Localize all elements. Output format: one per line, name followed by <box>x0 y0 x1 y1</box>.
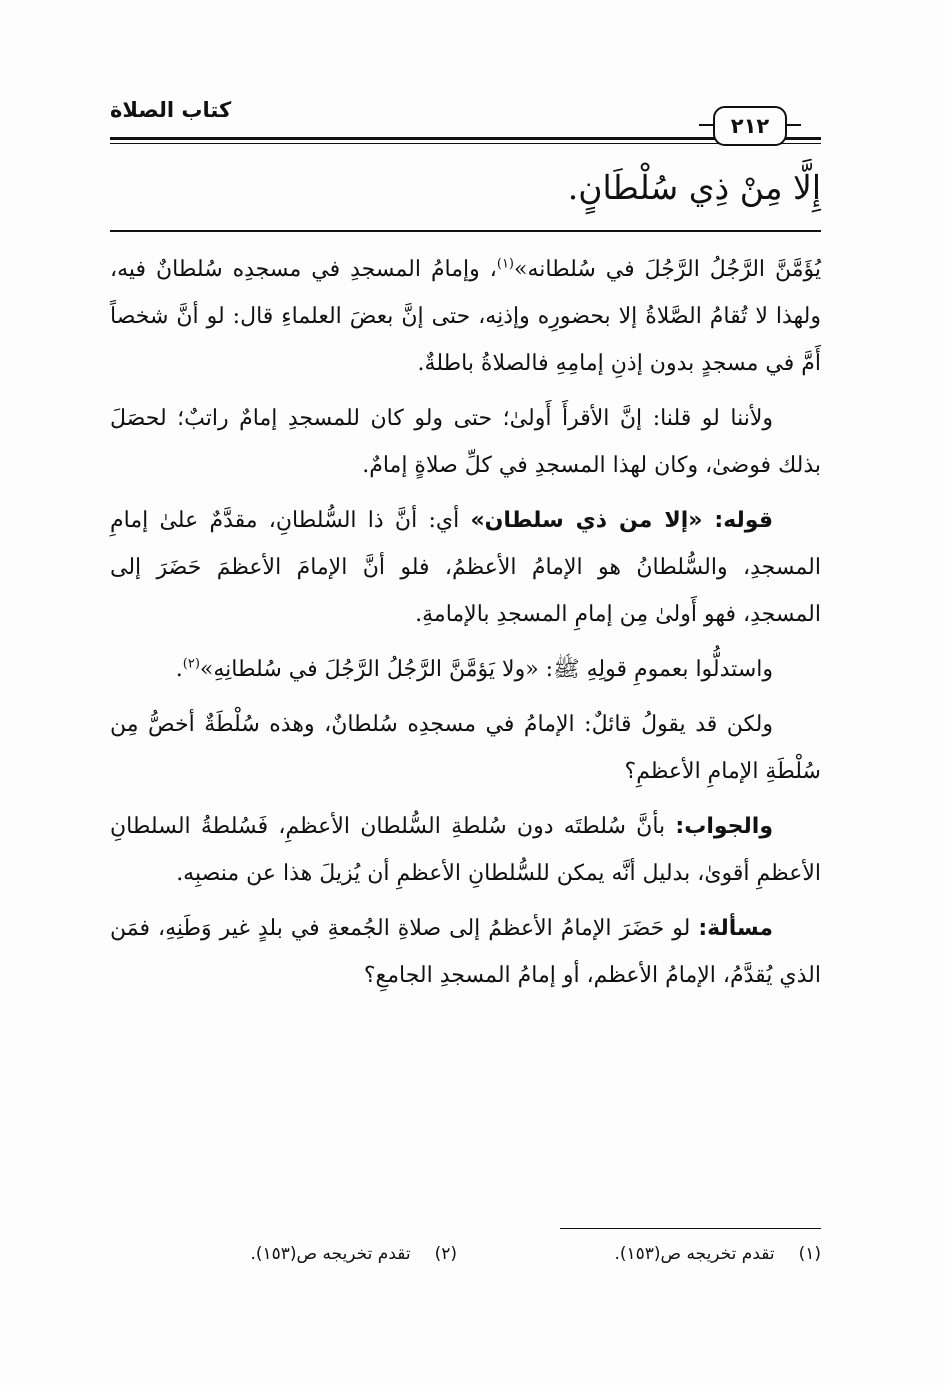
paragraph-text: ولأننا لو قلنا: إنَّ الأقرأَ أَولىٰ؛ حتى ولو كان للمسجدِ إمامٌ راتبٌ؛ لحصَلَ بذلك فوضىٰ، وكان لهذا المسجدِ في كلِّ صلاةٍ إمامٌ. <box>110 406 821 478</box>
paragraph-text-tail: ، وإمامُ المسجدِ في مسجدِه سُلطانٌ فيه، ولهذا لا تُقامُ الصَّلاةُ إلا بحضورِه وإذنِه، حتى إنَّ بعضَ العلماءِ قال: لو أنَّ شخصاً أَمَّ في مسجدٍ بدون إذنِ إمامِهِ فالصلاةُ باطلةٌ. <box>110 257 821 376</box>
matn-divider <box>110 230 821 232</box>
running-title: كتاب الصلاة <box>110 98 232 122</box>
commentary-body <box>110 246 821 1007</box>
paragraph <box>110 646 821 693</box>
footnote-text: تقدم تخريجه ص(١٥٣). <box>250 1244 411 1264</box>
paragraph-text: ولكن قد يقولُ قائلٌ: الإمامُ في مسجدِه سُلطانٌ، وهذه سُلْطَةٌ أخصُّ مِن سُلْطَةِ الإمامِ الأعظمِ؟ <box>110 712 821 784</box>
footnote-2 <box>250 1244 457 1264</box>
footnote-number: (١) <box>798 1244 821 1264</box>
footnote-ref: (٢) <box>182 656 200 672</box>
paragraph <box>110 905 821 999</box>
paragraph-text: يُؤَمَّنَّ الرَّجُلُ الرَّجُلَ في سُلطانه» <box>514 257 822 282</box>
paragraph-text-tail: . <box>175 657 183 682</box>
page-number-tick-right <box>787 124 801 126</box>
paragraph <box>110 497 821 638</box>
paragraph <box>110 395 821 489</box>
paragraph-text: لو حَضَرَ الإمامُ الأعظمُ إلى صلاةِ الجُمعةِ في بلدٍ غير وَطَنِهِ، فمَن الذي يُقدَّمُ، الإمامُ الأعظم، أو إمامُ المسجدِ الجامعِ؟ <box>110 916 821 988</box>
page-number: ٢١٢ <box>713 106 787 146</box>
paragraph-lead: مسألة: <box>698 916 773 941</box>
paragraph <box>110 246 821 387</box>
footnote-text: تقدم تخريجه ص(١٥٣). <box>614 1244 775 1264</box>
footnote-number: (٢) <box>434 1244 457 1264</box>
page-number-tick-left <box>699 124 713 126</box>
paragraph <box>110 701 821 795</box>
paragraph-text: بأنَّ سُلطتَه دون سُلطةِ السُّلطان الأعظمِ، فَسُلطةُ السلطانِ الأعظمِ أقوىٰ، بدليل أنَّه يمكن للسُّلطانِ الأعظمِ أن يُزيلَ هذا عن منصبِه. <box>110 814 821 886</box>
paragraph-lead: والجواب: <box>675 814 773 839</box>
footnote-rule <box>560 1228 821 1229</box>
paragraph-text: واستدلُّوا بعمومِ قولِهِ ﷺ: «ولا يَؤمَّنَّ الرَّجُلُ الرَّجُلَ في سُلطانِهِ» <box>199 657 773 682</box>
header-rule-thin <box>110 143 821 144</box>
paragraph-text: أي: أنَّ ذا السُّلطانِ، مقدَّمٌ علىٰ إمامِ المسجدِ، والسُّلطانُ هو الإمامُ الأعظمُ، فلو أنَّ الإمامَ الأعظمَ حَضَرَ إلى المسجدِ، فهو أَولىٰ مِن إمامِ المسجدِ بالإمامةِ. <box>110 508 821 627</box>
matn-verse-line: إِلَّا مِنْ ذِي سُلْطَانٍ. <box>567 168 821 207</box>
footnote-1 <box>614 1244 821 1264</box>
footnote-ref: (١) <box>496 256 514 272</box>
paragraph-lead: قوله: «إلا من ذي سلطان» <box>470 508 773 533</box>
page-header <box>110 98 821 144</box>
paragraph <box>110 803 821 897</box>
